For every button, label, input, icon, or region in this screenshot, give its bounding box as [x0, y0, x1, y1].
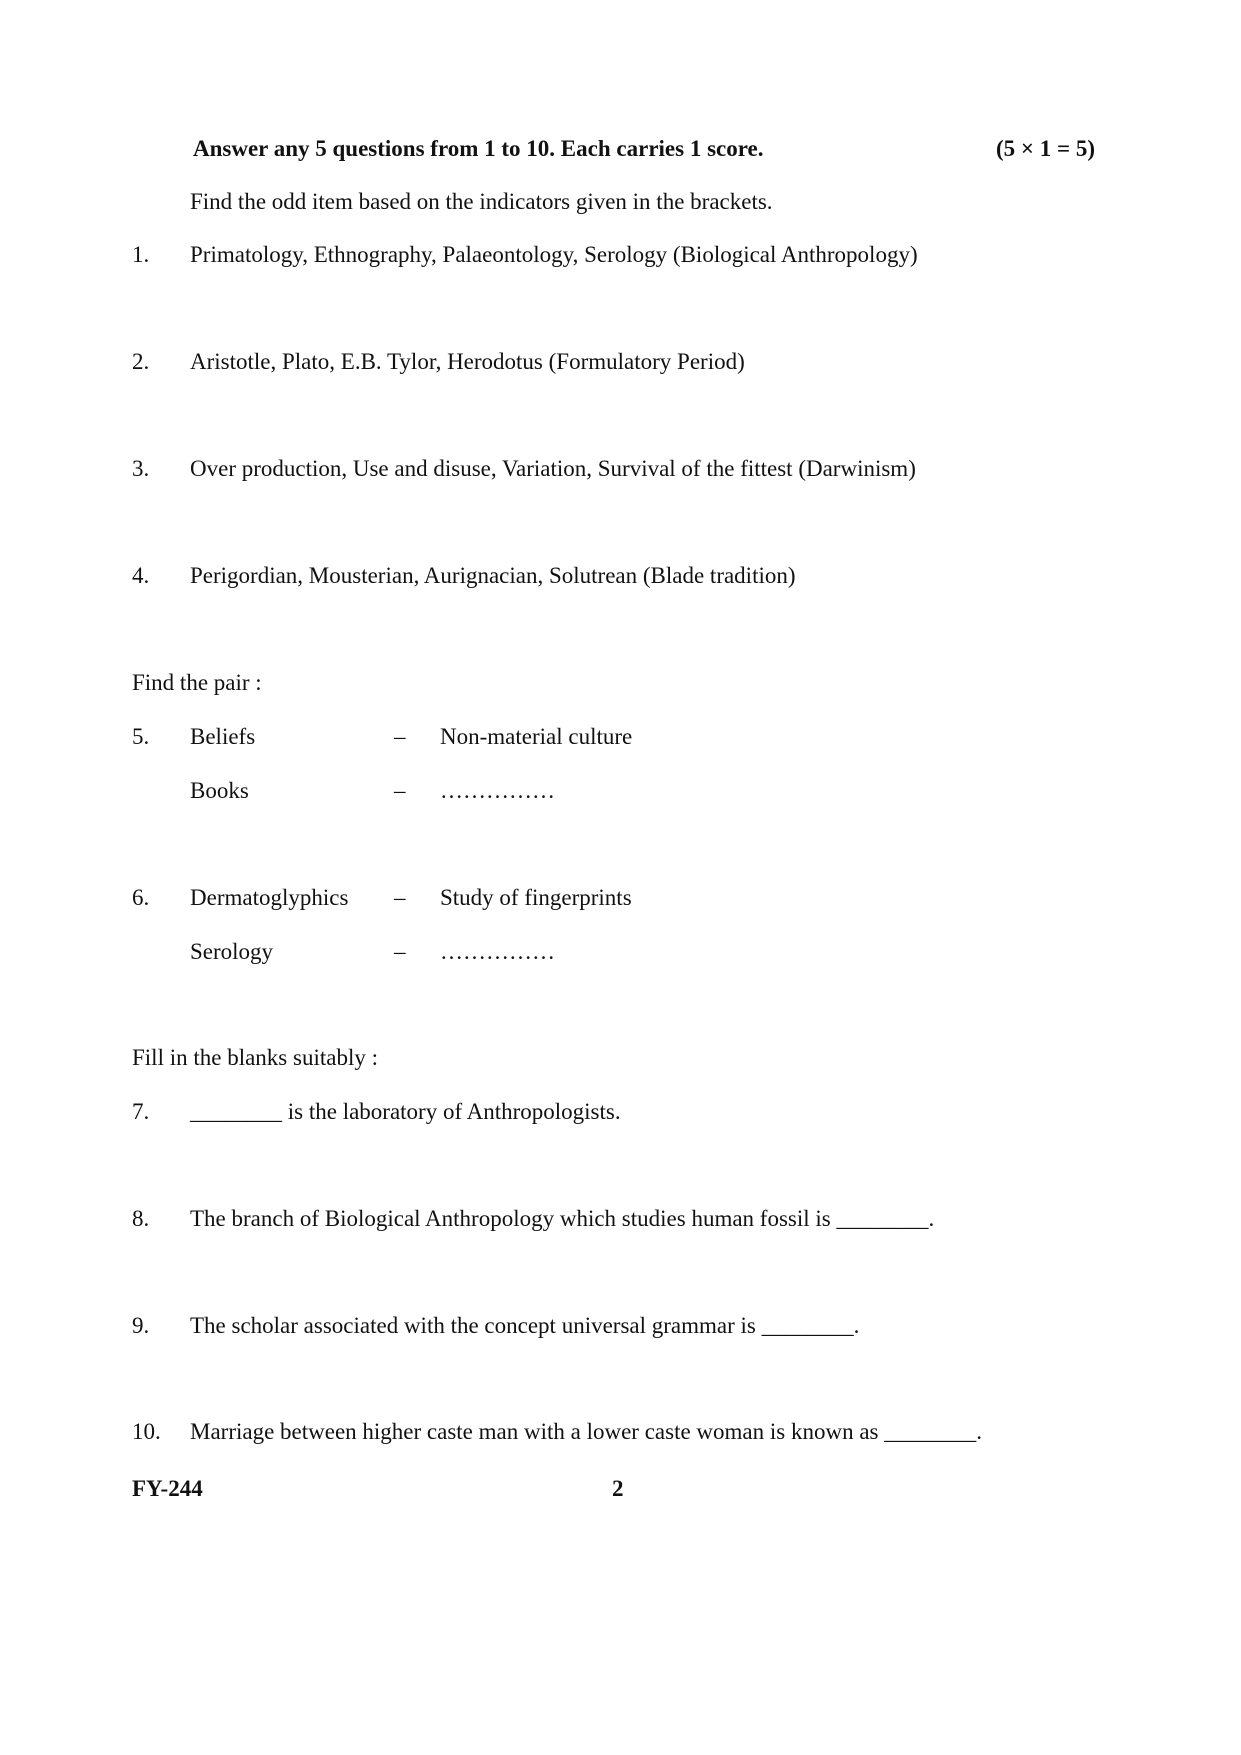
question-text: ________ is the laboratory of Anthropologists.: [190, 1099, 621, 1124]
question-number: 2.: [132, 349, 150, 374]
pair-right: Non-material culture: [440, 724, 633, 749]
score-label: (5 × 1 = 5): [996, 136, 1096, 161]
pair-left: Dermatoglyphics: [190, 885, 349, 910]
pair-dash: –: [394, 778, 406, 803]
question-number: 6.: [132, 885, 150, 910]
section-heading-pair: Find the pair :: [132, 670, 262, 695]
question-number: 9.: [132, 1313, 150, 1338]
question-text: Aristotle, Plato, E.B. Tylor, Herodotus (Formulatory Period): [190, 349, 745, 374]
sub-instruction: Find the odd item based on the indicators given in the brackets.: [190, 189, 773, 214]
page-number: 2: [612, 1476, 624, 1501]
question-number: 3.: [132, 456, 150, 481]
question-text: Primatology, Ethnography, Palaeontology, Serology (Biological Anthropology): [190, 242, 918, 267]
section-heading-blanks: Fill in the blanks suitably :: [132, 1045, 378, 1070]
pair-blank: ……………: [440, 939, 555, 964]
question-number: 5.: [132, 724, 150, 749]
question-text: The branch of Biological Anthropology which studies human fossil is ________.: [190, 1206, 935, 1231]
pair-blank: ……………: [440, 778, 555, 803]
question-text: Marriage between higher caste man with a lower caste woman is known as ________.: [190, 1419, 982, 1444]
pair-dash: –: [394, 885, 406, 910]
question-number: 1.: [132, 242, 150, 267]
question-number: 4.: [132, 563, 150, 588]
question-text: Over production, Use and disuse, Variation, Survival of the fittest (Darwinism): [190, 456, 916, 481]
question-number: 7.: [132, 1099, 150, 1124]
question-text: Perigordian, Mousterian, Aurignacian, Solutrean (Blade tradition): [190, 563, 796, 588]
pair-left: Serology: [190, 939, 274, 964]
instruction-heading: Answer any 5 questions from 1 to 10. Each carries 1 score.: [193, 136, 764, 161]
question-number: 8.: [132, 1206, 150, 1231]
pair-dash: –: [394, 724, 406, 749]
paper-code: FY-244: [132, 1476, 203, 1501]
pair-right: Study of fingerprints: [440, 885, 632, 910]
pair-dash: –: [394, 939, 406, 964]
pair-left: Books: [190, 778, 249, 803]
question-text: The scholar associated with the concept universal grammar is ________.: [190, 1313, 860, 1338]
pair-left: Beliefs: [190, 724, 256, 749]
question-number: 10.: [132, 1419, 161, 1444]
